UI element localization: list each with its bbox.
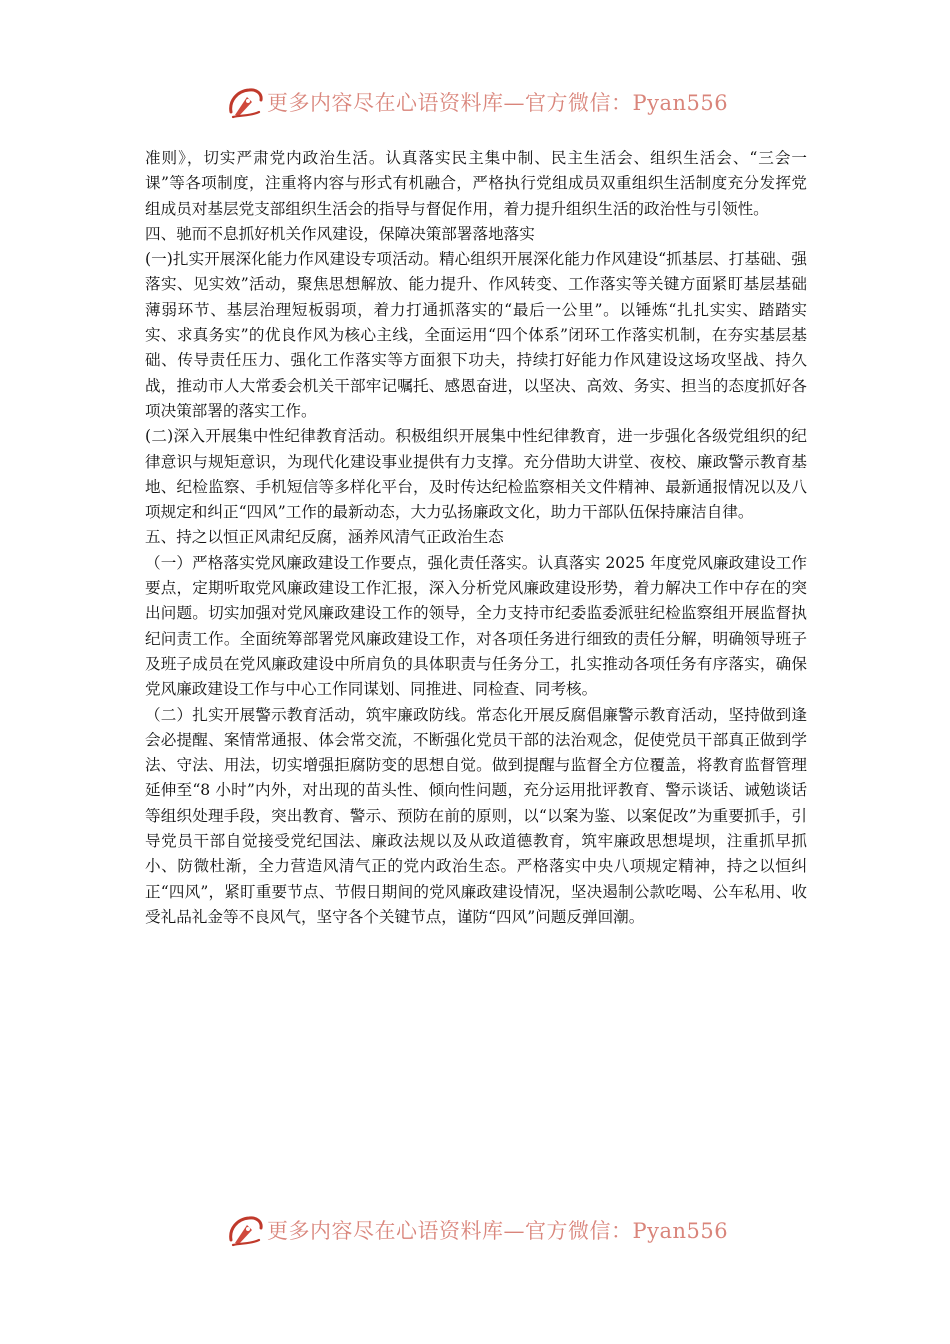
pen-nib-logo-icon [225, 1213, 265, 1247]
footer-watermark-text: 更多内容尽在心语资料库—官方微信：Pyan556 [267, 1219, 729, 1243]
section-heading-5: 五、持之以恒正风肃纪反腐，涵养风清气正政治生态 [145, 528, 504, 547]
paragraph-4-2-discipline-education: (二)深入开展集中性纪律教育活动。积极组织开展集中性纪律教育，进一步强化各级党组织的纪律意识与规矩意识，为现代化建设事业提供有力支撑。充分借助大讲堂、夜校、廉政警示教育基地、纪检监察、手机短信等多样化平台，及时传达纪检监察相关文件精神、最新通报情况以及八项规定和纠正“四风”工作的最新动态，大力弘扬廉政文化，助力干部队伍保持廉洁自律。 [145, 427, 807, 522]
paragraph-4-1-ability-style: (一)扎实开展深化能力作风建设专项活动。精心组织开展深化能力作风建设“抓基层、打基础、强落实、见实效”活动，聚焦思想解放、能力提升、作风转变、工作落实等关键方面紧盯基层基础薄弱环节、基层治理短板弱项，着力打通抓落实的“最后一公里”。以锤炼“扎扎实实、踏踏实实、求真务实”的优良作风为核心主线，全面运用“四个体系”闭环工作落实机制，在夯实基层基础、传导责任压力、强化工作落实等方面狠下功夫，持续打好能力作风建设这场攻坚战、持久战，推动市人大常委会机关干部牢记嘱托、感恩奋进，以坚决、高效、务实、担当的态度抓好各项决策部署的落实工作。 [145, 250, 807, 420]
section-heading-4: 四、驰而不息抓好机关作风建设，保障决策部署落地落实 [145, 224, 535, 243]
paragraph-5-1-integrity-responsibility: （一）严格落实党风廉政建设工作要点，强化责任落实。认真落实 2025 年度党风廉政建设工作要点，定期听取党风廉政建设工作汇报，深入分析党风廉政建设形势，着力解决工作中存在的突出问题。切实加强对党风廉政建设工作的领导，全力支持市纪委监委派驻纪检监察组开展监督执纪问责工作。全面统筹部署党风廉政建设工作，对各项任务进行细致的责任分解，明确领导班子及班子成员在党风廉政建设中所肩负的具体职责与任务分工，扎实推动各项任务有序落实，确保党风廉政建设工作与中心工作同谋划、同推进、同检查、同考核。 [145, 553, 807, 699]
footer-watermark-banner [225, 1212, 745, 1248]
document-body [145, 146, 807, 930]
pen-nib-logo-icon [225, 85, 265, 119]
header-watermark-banner [225, 84, 745, 120]
paragraph-org-life-continued: 准则》，切实严肃党内政治生活。认真落实民主集中制、民主生活会、组织生活会、“三会一课”等各项制度，注重将内容与形式有机融合，严格执行党组成员双重组织生活制度充分发挥党组成员对基层党支部组织生活会的指导与督促作用，着力提升组织生活的政治性与引领性。 [145, 149, 807, 218]
header-watermark-text: 更多内容尽在心语资料库—官方微信：Pyan556 [267, 91, 729, 115]
paragraph-5-2-warning-education: （二）扎实开展警示教育活动，筑牢廉政防线。常态化开展反腐倡廉警示教育活动，坚持做到逢会必提醒、案情常通报、体会常交流，不断强化党员干部的法治观念，促使党员干部真正做到学法、守法、用法，切实增强拒腐防变的思想自觉。做到提醒与监督全方位覆盖，将教育监督管理延伸至“8 小时”内外，对出现的苗头性、倾向性问题，充分运用批评教育、警示谈话、诫勉谈话等组织处理手段，突出教育、警示、预防在前的原则，以“以案为鉴、以案促改”为重要抓手，引导党员干部自觉接受党纪国法、廉政法规以及从政道德教育，筑牢廉政思想堤坝，注重抓早抓小、防微杜渐，全力营造风清气正的党内政治生态。严格落实中央八项规定精神，持之以恒纠正“四风”，紧盯重要节点、节假日期间的党风廉政建设情况，坚决遏制公款吃喝、公车私用、收受礼品礼金等不良风气，坚守各个关键节点，谨防“四风”问题反弹回潮。 [145, 705, 807, 926]
